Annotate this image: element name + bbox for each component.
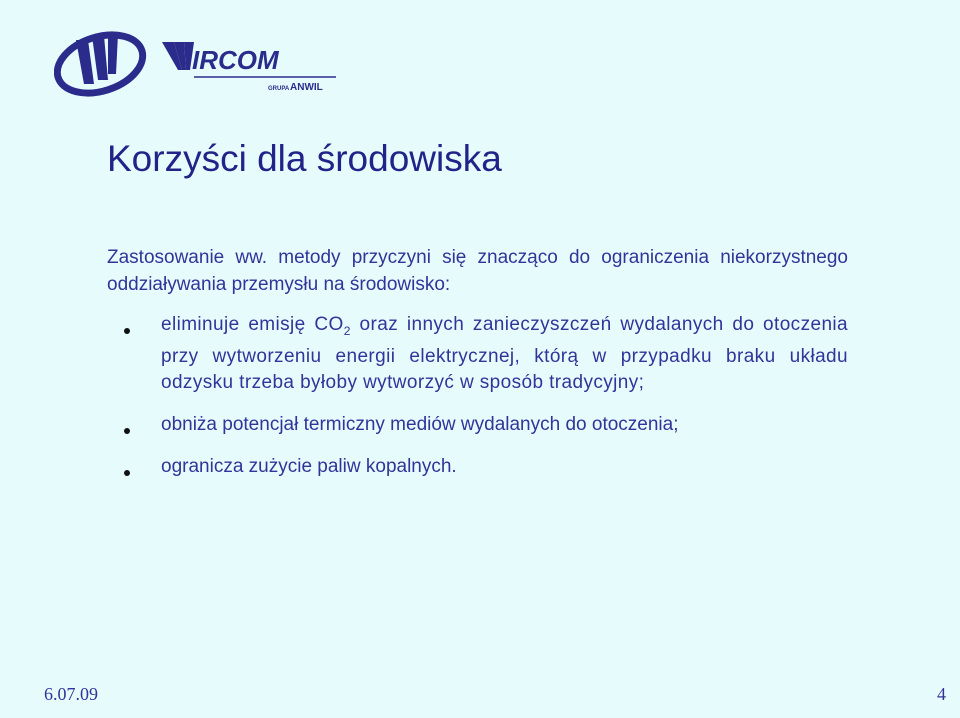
bullet-icon bbox=[124, 470, 130, 476]
bullet-icon bbox=[124, 428, 130, 434]
list-item bbox=[124, 454, 848, 480]
vircom-logo-graphic bbox=[54, 22, 344, 102]
footer-date: 6.07.09 bbox=[44, 684, 98, 704]
benefits-list bbox=[124, 312, 848, 480]
intro-paragraph: Zastosowanie ww. metody przyczyni się znacząco do ograniczenia niekorzystnego oddziaływania przemysłu na środowisko: bbox=[107, 247, 848, 295]
bullet-icon bbox=[124, 328, 130, 334]
group-name: ANWIL bbox=[290, 82, 323, 93]
bullet-text-end: oraz innych zanieczyszczeń wydalanych do otoczenia przy wytworzeniu energii elektrycznej, którą w przypadku braku układu odzysku trzeba byłoby wytworzyć w sposób tradycyjny; bbox=[161, 314, 848, 393]
slide-title: Korzyści dla środowiska bbox=[107, 138, 502, 179]
page-number: 4 bbox=[937, 684, 946, 704]
bullet-text-start: eliminuje emisję CO bbox=[161, 314, 344, 335]
list-item bbox=[124, 312, 848, 396]
bullet-text: obniża potencjał termiczny mediów wydalanych do otoczenia; bbox=[161, 413, 679, 435]
brand-wordmark: IRCOM bbox=[192, 45, 279, 75]
list-item bbox=[124, 412, 848, 438]
company-logo bbox=[54, 22, 344, 102]
bullet-text: ogranicza zużycie paliw kopalnych. bbox=[161, 455, 457, 477]
co2-subscript: 2 bbox=[343, 323, 351, 338]
group-prefix: GRUPA bbox=[268, 86, 290, 92]
